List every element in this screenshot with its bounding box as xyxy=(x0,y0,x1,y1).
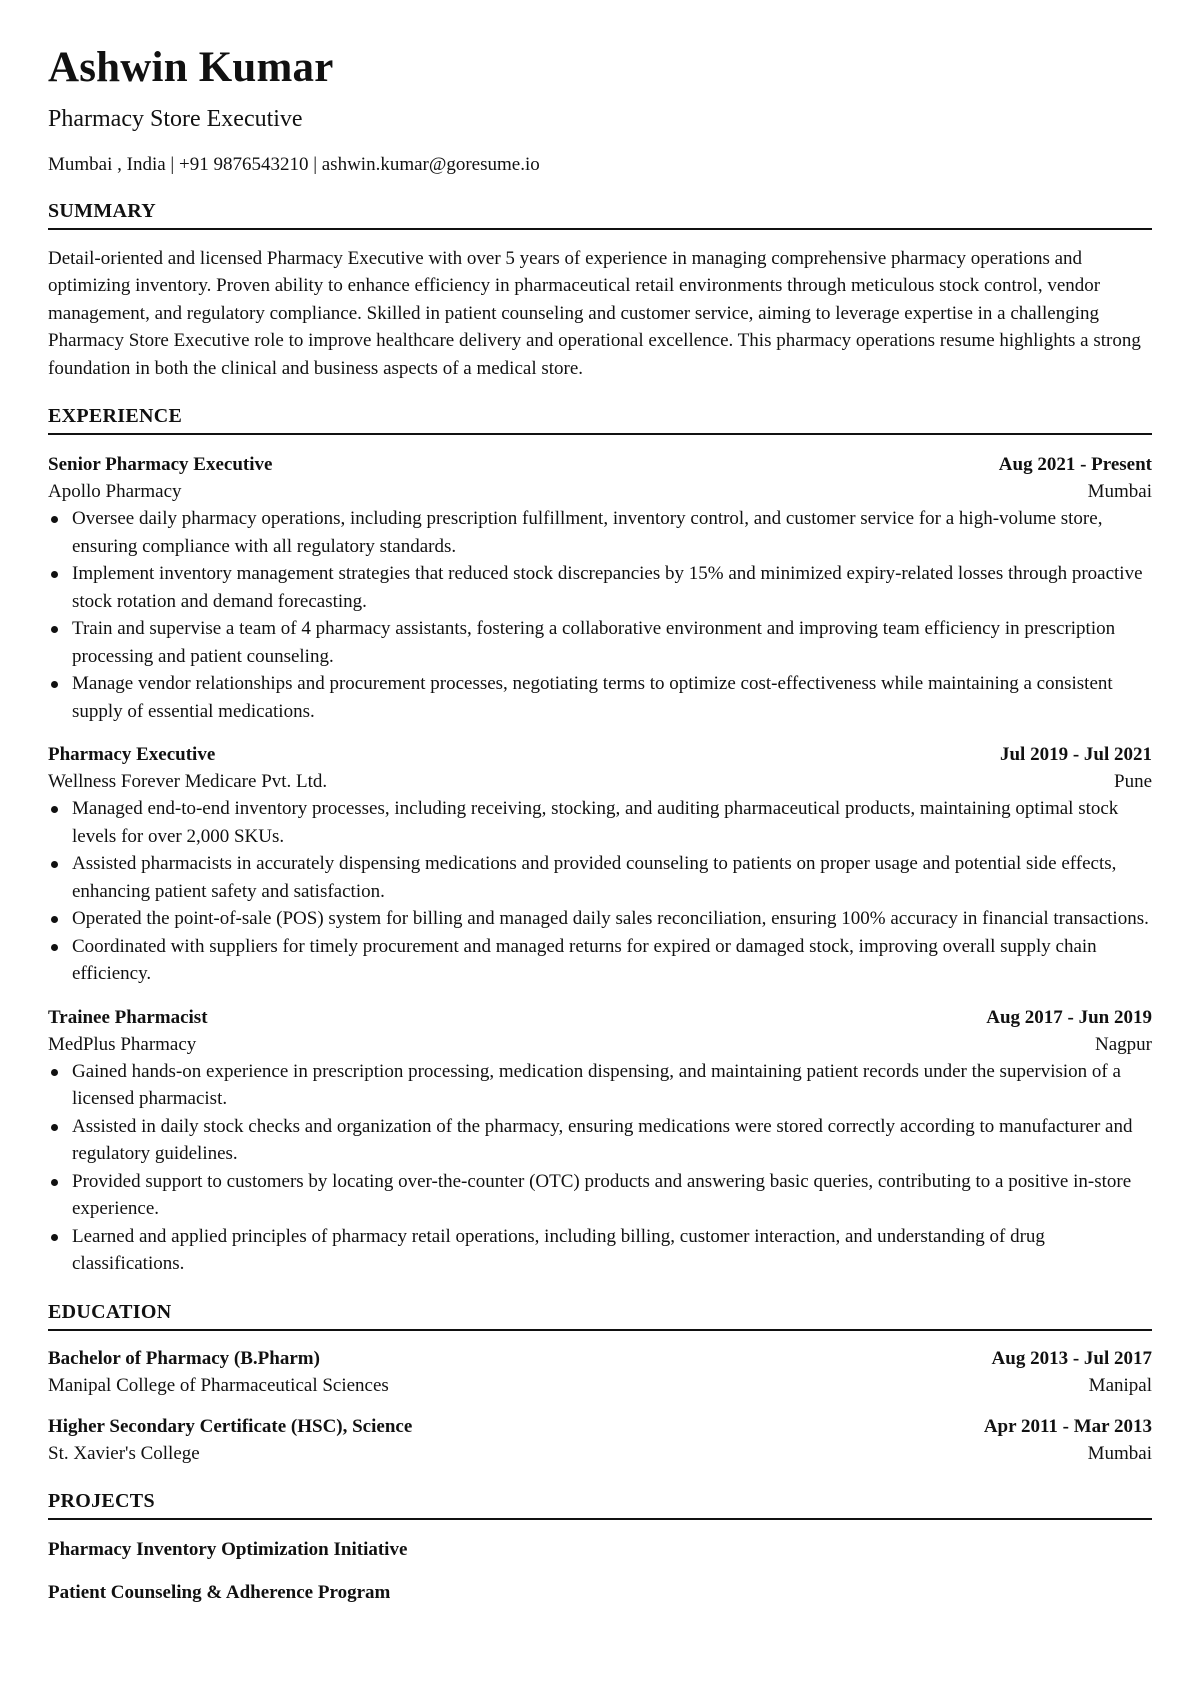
education-school-row xyxy=(48,1372,1152,1399)
summary-text: Detail-oriented and licensed Pharmacy Executive with over 5 years of experience in managing comprehensive pharmacy operations and optimizing inventory. Proven ability to enhance efficiency in pharmaceutical retail environments through meticulous stock control, vendor management, and regulatory compliance. Skilled in patient counseling and customer service, aiming to leverage expertise in a challenging Pharmacy Store Executive role to improve healthcare delivery and operational excellence. This pharmacy operations resume highlights a strong foundation in both the clinical and business aspects of a medical store. xyxy=(48,247,1141,379)
experience-section xyxy=(48,404,1152,1278)
education-dates: Aug 2013 - Jul 2017 xyxy=(991,1347,1152,1369)
job-location: Mumbai xyxy=(1087,481,1152,503)
degree-name: Higher Secondary Certificate (HSC), Science xyxy=(48,1415,413,1437)
bullet-item: Managed end-to-end inventory processes, including receiving, stocking, and auditing pharmaceutical products, maintaining optimal stock levels for over 2,000 SKUs. xyxy=(48,795,1152,850)
bullet-item: Implement inventory management strategies that reduced stock discrepancies by 15% and minimized expiry-related losses through proactive stock rotation and demand forecasting. xyxy=(48,560,1152,615)
project-entry xyxy=(48,1579,1152,1606)
education-entry xyxy=(48,1345,1152,1399)
project-entry xyxy=(48,1536,1152,1563)
bullet-item: Oversee daily pharmacy operations, including prescription fulfillment, inventory control, and customer service for a high-volume store, ensuring compliance with all regulatory standards. xyxy=(48,505,1152,560)
project-name: Patient Counseling & Adherence Program xyxy=(48,1581,391,1603)
experience-org-row xyxy=(48,1031,1152,1058)
bullet-list xyxy=(48,795,1152,988)
job-dates: Aug 2021 - Present xyxy=(998,454,1152,476)
experience-entry xyxy=(48,451,1152,725)
experience-entry xyxy=(48,1004,1152,1278)
experience-org-row xyxy=(48,768,1152,795)
bullet-item: Assisted in daily stock checks and organization of the pharmacy, ensuring medications were stored correctly according to manufacturer and regulatory guidelines. xyxy=(48,1113,1152,1168)
degree-name: Bachelor of Pharmacy (B.Pharm) xyxy=(48,1347,320,1369)
bullet-item: Manage vendor relationships and procurement processes, negotiating terms to optimize cost-effectiveness while maintaining a consistent supply of essential medications. xyxy=(48,670,1152,725)
bullet-list xyxy=(48,505,1152,725)
job-dates: Aug 2017 - Jun 2019 xyxy=(986,1006,1152,1028)
experience-org-row xyxy=(48,478,1152,505)
job-location: Nagpur xyxy=(1095,1033,1152,1055)
bullet-item: Assisted pharmacists in accurately dispensing medications and provided counseling to patients on proper usage and potential side effects, enhancing patient safety and satisfaction. xyxy=(48,850,1152,905)
summary-section xyxy=(48,199,1152,383)
candidate-name: Ashwin Kumar xyxy=(48,44,334,91)
section-heading-projects: PROJECTS xyxy=(48,1489,1152,1520)
section-heading-summary: SUMMARY xyxy=(48,199,1152,230)
bullet-item: Coordinated with suppliers for timely procurement and managed returns for expired or damaged stock, improving overall supply chain efficiency. xyxy=(48,933,1152,988)
projects-section xyxy=(48,1489,1152,1606)
job-location: Pune xyxy=(1114,771,1152,793)
job-title: Pharmacy Store Executive xyxy=(48,106,303,133)
education-dates: Apr 2011 - Mar 2013 xyxy=(983,1415,1152,1437)
school-location: Mumbai xyxy=(1087,1442,1152,1464)
education-section xyxy=(48,1300,1152,1467)
bullet-item: Provided support to customers by locating over-the-counter (OTC) products and answering basic queries, contributing to a positive in-store experience. xyxy=(48,1168,1152,1223)
section-heading-experience: EXPERIENCE xyxy=(48,404,1152,435)
bullet-item: Operated the point-of-sale (POS) system for billing and managed daily sales reconciliation, ensuring 100% accuracy in financial transactions. xyxy=(48,905,1152,933)
bullet-item: Learned and applied principles of pharmacy retail operations, including billing, customer interaction, and understanding of drug classifications. xyxy=(48,1223,1152,1278)
bullet-list xyxy=(48,1058,1152,1278)
experience-header-row xyxy=(48,741,1152,768)
experience-header-row xyxy=(48,451,1152,478)
education-header-row xyxy=(48,1345,1152,1372)
education-school-row xyxy=(48,1440,1152,1467)
company-name: MedPlus Pharmacy xyxy=(48,1033,197,1055)
job-role: Pharmacy Executive xyxy=(48,744,216,766)
section-heading-education: EDUCATION xyxy=(48,1300,1152,1331)
school-name: St. Xavier's College xyxy=(48,1442,200,1464)
company-name: Wellness Forever Medicare Pvt. Ltd. xyxy=(48,771,328,793)
company-name: Apollo Pharmacy xyxy=(48,481,182,503)
school-name: Manipal College of Pharmaceutical Sciences xyxy=(48,1374,389,1396)
experience-header-row xyxy=(48,1004,1152,1031)
project-name: Pharmacy Inventory Optimization Initiative xyxy=(48,1538,408,1560)
job-role: Trainee Pharmacist xyxy=(48,1006,208,1028)
job-dates: Jul 2019 - Jul 2021 xyxy=(999,744,1152,766)
education-header-row xyxy=(48,1413,1152,1440)
bullet-item: Gained hands-on experience in prescription processing, medication dispensing, and maintaining patient records under the supervision of a licensed pharmacist. xyxy=(48,1058,1152,1113)
school-location: Manipal xyxy=(1088,1374,1152,1396)
education-entry xyxy=(48,1413,1152,1467)
bullet-item: Train and supervise a team of 4 pharmacy assistants, fostering a collaborative environment and improving team efficiency in prescription processing and patient counseling. xyxy=(48,615,1152,670)
contact-line: Mumbai , India | +91 9876543210 | ashwin.kumar@goresume.io xyxy=(48,154,540,176)
experience-entry xyxy=(48,741,1152,988)
job-role: Senior Pharmacy Executive xyxy=(48,454,273,476)
